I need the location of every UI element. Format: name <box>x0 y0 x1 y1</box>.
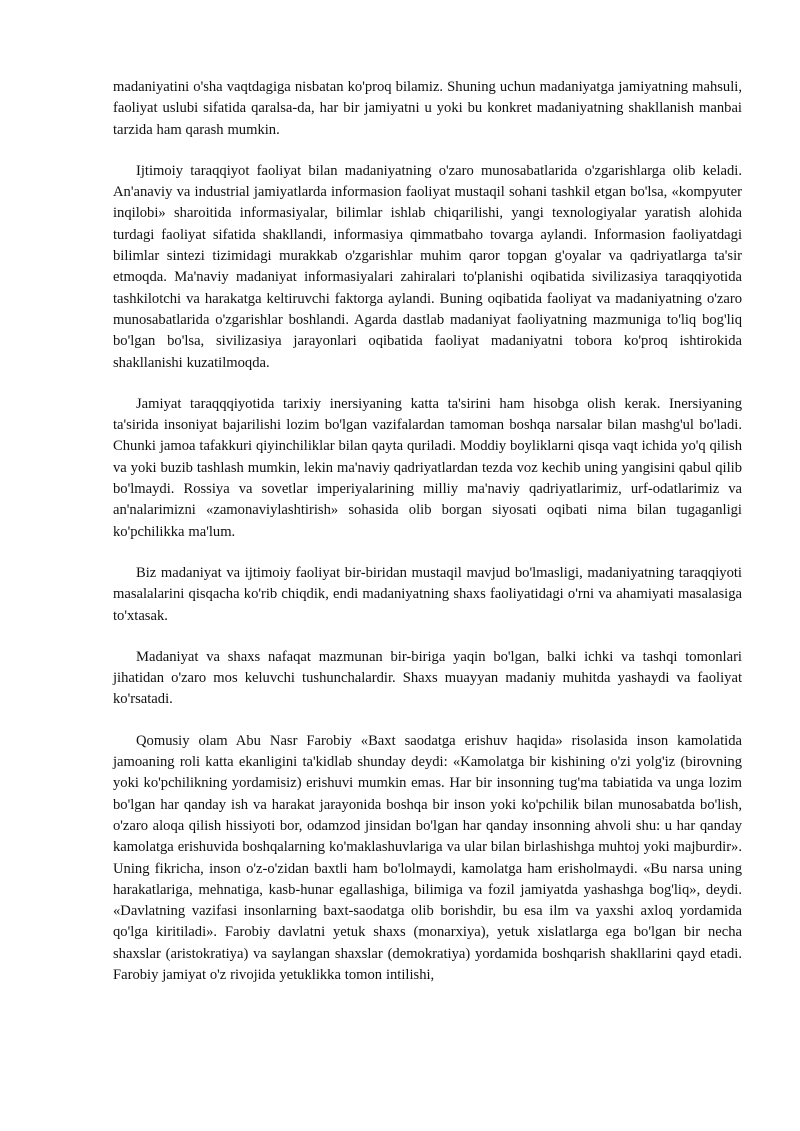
paragraph-social-progress: Ijtimoiy taraqqiyot faoliyat bilan madaniyatning o'zaro munosabatlarida o'zgarishlarga olib keladi. An'anaviy va industrial jamiyatlarda informasion faoliyat mustaqil sohani tashkil etgan bo'lsa, «kompyuter inqilobi» sharoitida informasiyalar, bilimlar ishlab chiqarilishi, yangi texnologiyalar yaratish alohida turdagi faoliyat sifatida shakllandi, informasiya qimmatbaho tovarga aylandi. Informasion faoliyatdagi bilimlar sintezi tizimidagi murakkab o'zgarishlar muhim qaror topgan g'oyalar va qadriyatlarga ta'sir etmoqda. Ma'naviy madaniyat informasiyalari zahiralari to'planishi oqibatida sivilizasiya taraqqiyotida tashkilotchi va harakatga keltiruvchi faktorga aylandi. Buning oqibatida faoliyat va madaniyatning o'zaro munosabatlarida o'zgarishlar boshlandi. Agarda dastlab madaniyat faoliyatning mazmuniga to'liq bog'liq bo'lgan bo'lsa, sivilizasiya jarayonlari oqibatida faoliyat madaniyatni tobora ko'proq ishtirokida shakllanishi kuzatilmoqda. <box>113 162 742 371</box>
paragraph-culture-and-person: Madaniyat va shaxs nafaqat mazmunan bir-biriga yaqin bo'lgan, balki ichki va tashqi tomonlari jihatidan o'zaro mos keluvchi tushunchalardir. Shaxs muayyan madaniy muhitda yashaydi va faoliyat ko'rsatadi. <box>113 648 742 708</box>
paragraph-historical-inertia: Jamiyat taraqqqiyotida tarixiy inersiyaning katta ta'sirini ham hisobga olish kerak. Inersiyaning ta'sirida insoniyat bajarilishi lozim bo'lgan vazifalardan tamoman boshqa narsalar bilan mashg'ul bo'ladi. Chunki jamoa tafakkuri qiyinchiliklar bilan qayta quriladi. Moddiy boyliklarni qisqa vaqt ichida yo'q qilish va yoki buzib tashlash mumkin, lekin ma'naviy qadriyatlardan tezda voz kechib uning yangisini qabul qilib bo'lmaydi. Rossiya va sovetlar imperiyalarining milliy ma'naviy qadriyatlarimiz, urf-odatlarimiz va an'nalarimizni «zamonaviylashtirish» sohasida olib borgan siyosati oqibati nima bilan tugaganligi ko'pchilikka ma'lum. <box>113 395 742 540</box>
paragraph-culture-and-activity: Biz madaniyat va ijtimoiy faoliyat bir-biridan mustaqil mavjud bo'lmasligi, madaniyatning taraqqiyoti masalalarini qisqacha ko'rib chiqdik, endi madaniyatning shaxs faoliyatidagi o'rni va ahamiyati masalasiga to'xtasak. <box>113 564 742 624</box>
paragraph-farobiy: Qomusiy olam Abu Nasr Farobiy «Baxt saodatga erishuv haqida» risolasida inson kamolatida jamoaning roli katta ekanligini ta'kidlab shunday deydi: «Kamolatga bir kishining o'zi yolg'iz (birovning yoki ko'pchilikning yordamisiz) erishuvi mumkin emas. Har bir insonning tug'ma tabiatida va unga lozim bo'lgan har qanday ish va harakat jarayonida boshqa bir inson yoki ko'pchilik bilan munosabatda bo'lish, o'zaro aloqa qilish hissiyoti bor, odamzod jinsidan bo'lgan har qanday insonning ahvoli shu: u har qanday kamolatga erishuvida boshqalarning ko'maklashuvlariga va ular bilan birlashishga muhtoj yoki majburdir». Uning fikricha, inson o'z-o'zidan baxtli ham bo'lolmaydi, kamolatga ham erisholmaydi. «Bu narsa uning harakatlariga, mehnatiga, kasb-hunar egallashiga, bilimiga va fozil jamiyatda yashashga bog'liq», deydi. «Davlatning vazifasi insonlarning baxt-saodatga olib borishdir, bu esa ilm va yaxshi axloq yordamida qo'lga kiritiladi». Farobiy davlatni yetuk shaxs (monarxiya), yetuk xislatlarga ega bo'lgan bir necha shaxslar (aristokratiya) va saylangan shaxslar (demokratiya) yordamida boshqarish shakllarini qayd etadi. Farobiy jamiyat o'z rivojida yetuklikka tomon intilishi, <box>113 732 742 983</box>
paragraph-continuation: madaniyatini o'sha vaqtdagiga nisbatan ko'proq bilamiz. Shuning uchun madaniyatga jamiyatning mahsuli, faoliyat uslubi sifatida qaralsa-da, har bir jamiyatni u yoki bu konkret madaniyatning shakllanish manbai tarzida ham qarash mumkin. <box>113 79 742 138</box>
